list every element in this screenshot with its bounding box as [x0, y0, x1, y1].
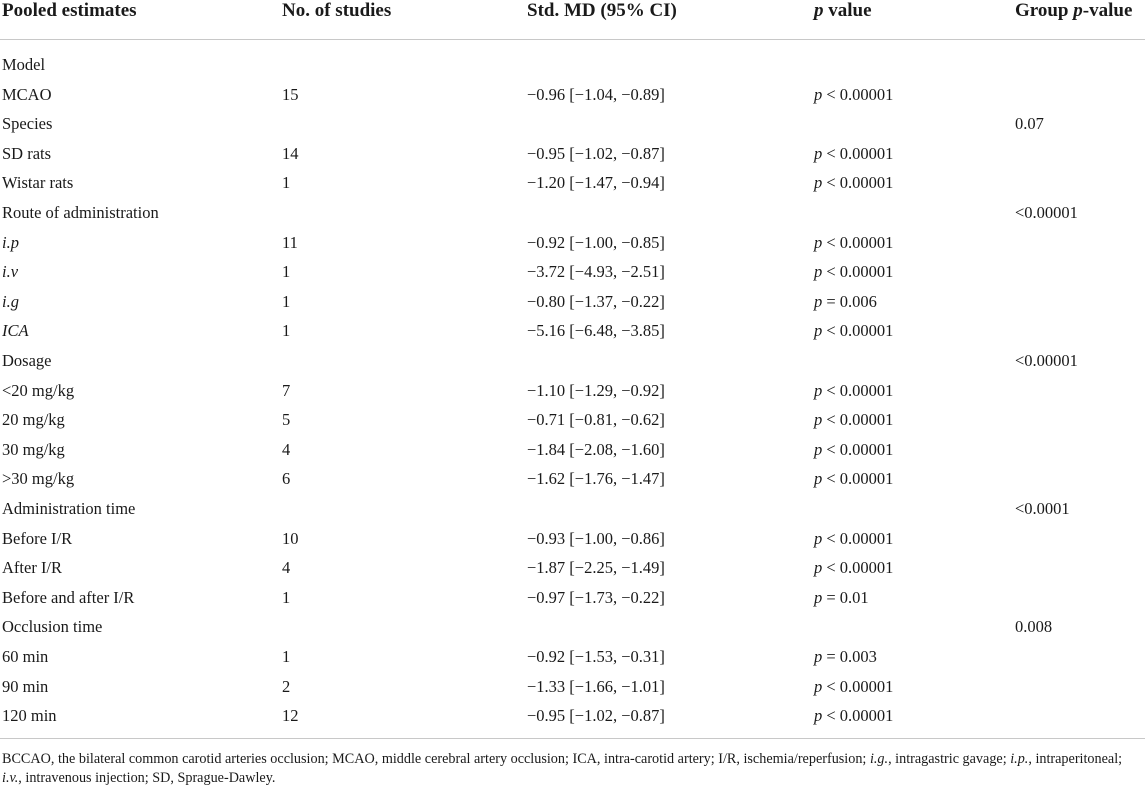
table-row — [0, 677, 1145, 707]
row-p-value: p < 0.00001 — [814, 706, 894, 726]
header-p-italic: p — [814, 0, 824, 21]
row-p-value: p = 0.01 — [814, 587, 869, 607]
row-label: ICA — [2, 321, 29, 341]
row-label: 120 min — [2, 706, 57, 726]
row-label: Before and after I/R — [2, 587, 135, 607]
table-row — [0, 114, 1145, 144]
row-study-count: 15 — [282, 84, 299, 104]
p-symbol: p — [814, 676, 823, 696]
row-label: i.p — [2, 232, 19, 252]
header-no-of-studies: No. of studies — [282, 0, 392, 21]
table-row — [0, 558, 1145, 588]
header-std-md: Std. MD (95% CI) — [527, 0, 677, 21]
table-row — [0, 440, 1145, 470]
p-symbol: p — [814, 587, 823, 607]
footer-divider — [0, 738, 1145, 739]
row-label: i.v — [2, 262, 19, 282]
row-p-value: p < 0.00001 — [814, 469, 894, 489]
footnote-ip: i.p. — [1010, 751, 1029, 767]
row-label: MCAO — [2, 84, 52, 104]
row-study-count: 2 — [282, 676, 291, 696]
p-symbol: p — [814, 706, 823, 726]
header-divider — [0, 39, 1145, 40]
row-p-value: p < 0.00001 — [814, 380, 894, 400]
row-std-md: −1.20 [−1.47, −0.94] — [527, 173, 665, 193]
row-p-value: p < 0.00001 — [814, 173, 894, 193]
row-group-p-value: <0.00001 — [1015, 351, 1078, 370]
row-p-value: p < 0.00001 — [814, 528, 894, 548]
row-label: Dosage — [2, 351, 52, 370]
row-std-md: −0.95 [−1.02, −0.87] — [527, 143, 665, 163]
footnote-iv: i.v. — [2, 770, 19, 786]
row-label: Model — [2, 55, 46, 74]
table-footnote — [2, 750, 1142, 788]
p-symbol: p — [814, 380, 823, 400]
row-p-value: p < 0.00001 — [814, 262, 894, 282]
row-std-md: −0.92 [−1.53, −0.31] — [527, 647, 665, 666]
row-study-count: 10 — [282, 528, 299, 548]
row-group-p-value: <0.0001 — [1015, 499, 1070, 518]
row-study-count: 1 — [282, 321, 291, 341]
row-label: 20 mg/kg — [2, 410, 65, 430]
row-study-count: 5 — [282, 410, 291, 430]
row-p-value: p = 0.006 — [814, 291, 877, 311]
row-label: Wistar rats — [2, 173, 74, 193]
row-p-value: p < 0.00001 — [814, 143, 894, 163]
row-group-p-value: 0.07 — [1015, 114, 1044, 134]
row-study-count: 6 — [282, 469, 291, 489]
table-row — [0, 706, 1145, 736]
header-group-post: -value — [1082, 0, 1133, 21]
row-p-value: p = 0.003 — [814, 647, 877, 666]
p-symbol: p — [814, 232, 823, 252]
row-study-count: 12 — [282, 706, 299, 726]
row-label: <20 mg/kg — [2, 380, 75, 400]
p-symbol: p — [814, 410, 823, 430]
row-group-p-value: 0.008 — [1015, 617, 1053, 637]
row-p-value: p < 0.00001 — [814, 232, 894, 252]
header-group-p-value — [1015, 0, 1132, 22]
row-study-count: 4 — [282, 558, 291, 578]
row-label: Species — [2, 114, 53, 134]
table-row — [0, 351, 1145, 381]
p-symbol: p — [814, 143, 823, 163]
table-row — [0, 529, 1145, 559]
row-std-md: −0.96 [−1.04, −0.89] — [527, 84, 665, 104]
p-symbol: p — [814, 291, 823, 311]
table-row — [0, 85, 1145, 115]
table-row — [0, 173, 1145, 203]
row-std-md: −1.10 [−1.29, −0.92] — [527, 380, 665, 400]
footnote-part4: , intravenous injection; SD, Sprague-Dawley. — [18, 770, 276, 786]
row-std-md: −0.80 [−1.37, −0.22] — [527, 291, 665, 311]
table-row — [0, 410, 1145, 440]
row-study-count: 1 — [282, 647, 291, 666]
table-header-row — [0, 0, 1145, 30]
row-std-md: −1.62 [−1.76, −1.47] — [527, 469, 665, 489]
header-group-pre: Group — [1015, 0, 1074, 21]
table-row — [0, 469, 1145, 499]
row-std-md: −1.33 [−1.66, −1.01] — [527, 676, 665, 696]
row-std-md: −0.97 [−1.73, −0.22] — [527, 587, 665, 607]
row-study-count: 1 — [282, 291, 291, 311]
table-row — [0, 233, 1145, 263]
p-symbol: p — [814, 84, 823, 104]
row-label: Before I/R — [2, 528, 73, 548]
table-row — [0, 321, 1145, 351]
row-std-md: −1.87 [−2.25, −1.49] — [527, 558, 665, 578]
header-p-value — [814, 0, 872, 22]
row-label: 60 min — [2, 647, 49, 666]
row-std-md: −0.71 [−0.81, −0.62] — [527, 410, 665, 430]
row-std-md: −5.16 [−6.48, −3.85] — [527, 321, 665, 341]
footnote-part3: , intraperitoneal; — [1028, 751, 1123, 767]
row-p-value: p < 0.00001 — [814, 321, 894, 341]
row-std-md: −1.84 [−2.08, −1.60] — [527, 439, 665, 459]
row-p-value: p < 0.00001 — [814, 439, 894, 459]
row-study-count: 11 — [282, 232, 298, 252]
p-symbol: p — [814, 439, 823, 459]
footnote-ig: i.g. — [869, 751, 889, 767]
row-std-md: −3.72 [−4.93, −2.51] — [527, 262, 665, 282]
row-study-count: 1 — [282, 262, 291, 282]
header-p-value-rest: value — [823, 0, 872, 21]
row-p-value: p < 0.00001 — [814, 84, 894, 104]
row-std-md: −0.93 [−1.00, −0.86] — [527, 528, 665, 548]
p-symbol: p — [814, 558, 823, 578]
row-label: Administration time — [2, 499, 136, 518]
table-row — [0, 292, 1145, 322]
p-symbol: p — [814, 321, 823, 341]
p-symbol: p — [814, 528, 823, 548]
row-study-count: 4 — [282, 439, 291, 459]
p-symbol: p — [814, 173, 823, 193]
footnote-part2: , intragastric gavage; — [888, 751, 1011, 767]
row-study-count: 1 — [282, 587, 291, 607]
row-p-value: p < 0.00001 — [814, 558, 894, 578]
header-group-p-italic: p — [1073, 0, 1083, 21]
row-label: Occlusion time — [2, 617, 103, 637]
row-p-value: p < 0.00001 — [814, 410, 894, 430]
table-row — [0, 55, 1145, 85]
table-row — [0, 262, 1145, 292]
header-pooled-estimates: Pooled estimates — [2, 0, 137, 21]
row-p-value: p < 0.00001 — [814, 676, 894, 696]
table-row — [0, 588, 1145, 618]
row-study-count: 1 — [282, 173, 291, 193]
row-label: 90 min — [2, 676, 49, 696]
row-label: i.g — [2, 291, 19, 311]
row-label: SD rats — [2, 143, 52, 163]
row-study-count: 14 — [282, 143, 299, 163]
row-label: 30 mg/kg — [2, 439, 65, 459]
row-std-md: −0.95 [−1.02, −0.87] — [527, 706, 665, 726]
table-row — [0, 381, 1145, 411]
row-study-count: 7 — [282, 380, 291, 400]
table-row — [0, 617, 1145, 647]
p-symbol: p — [814, 647, 823, 666]
table-row — [0, 144, 1145, 174]
row-std-md: −0.92 [−1.00, −0.85] — [527, 232, 665, 252]
row-group-p-value: <0.00001 — [1015, 203, 1078, 222]
row-label: Route of administration — [2, 203, 159, 222]
table-row — [0, 647, 1145, 677]
p-symbol: p — [814, 262, 823, 282]
footnote-part1: BCCAO, the bilateral common carotid arteries occlusion; MCAO, middle cerebral artery occlusion; ICA, intra-carotid artery; I/R, ischemia/reperfusion; — [2, 751, 870, 767]
row-label: >30 mg/kg — [2, 469, 75, 489]
table-row — [0, 203, 1145, 233]
row-label: After I/R — [2, 558, 63, 578]
table-row — [0, 499, 1145, 529]
p-symbol: p — [814, 469, 823, 489]
